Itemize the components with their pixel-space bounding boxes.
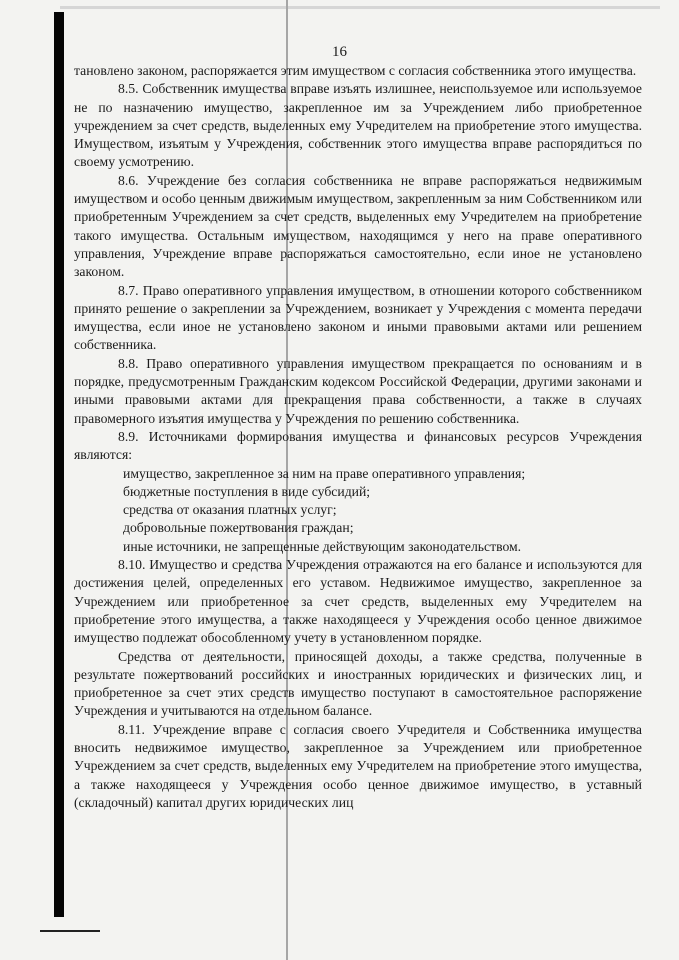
paragraph-8-5: 8.5. Собственник имущества вправе изъять излишнее, неиспользуемое или используемое не по назначению имущество, закрепленное им за Учреждением либо приобретенное учреждением за счет средств, выделенных ему Учредителем на приобретение этого имущества. Имуществом, изъятым у Учреждения, собственник этого имущества вправе распорядиться по своему усмотрению. bbox=[74, 81, 642, 170]
list-item: имущество, закрепленное за ним на праве оперативного управления; bbox=[123, 465, 526, 481]
scan-corner-mark bbox=[40, 930, 100, 932]
paragraph-income-funds: Средства от деятельности, приносящей доходы, а также средства, полученные в результате пожертвований российских и иностранных юридических и физических лиц, и приобретенное за счет этих средств имущество поступают в самостоятельное распоряжение Учреждения и учитываются на отдельном балансе. bbox=[74, 648, 642, 719]
list-item: иные источники, не запрещенные действующим законодательством. bbox=[123, 538, 522, 554]
scan-top-edge bbox=[60, 6, 660, 9]
paragraph-continuation: тановлено законом, распоряжается этим имуществом с согласия собственника этого имущества. bbox=[74, 63, 637, 78]
paragraph-8-10: 8.10. Имущество и средства Учреждения отражаются на его балансе и используются для достижения целей, определенных его уставом. Недвижимое имущество, закрепленное за Учреждением или приобретенное за счет средств, выделенных ему Учредителем на приобретение этого имущества, а также находящееся у Учреждения особо ценное движимое имущество подлежат обособленному учету в установленном порядке. bbox=[74, 557, 642, 646]
list-item: средства от оказания платных услуг; bbox=[123, 502, 337, 518]
document-body bbox=[74, 62, 642, 812]
paragraph-8-7: 8.7. Право оперативного управления имуществом, в отношении которого собственником принято решение о закреплении за Учреждением, возникает у Учреждения с момента передачи имущества, если иное не установлено законом и иными правовыми актами или решением собственника. bbox=[74, 282, 642, 353]
scan-binding-shadow bbox=[54, 12, 64, 917]
paragraph-8-6: 8.6. Учреждение без согласия собственника не вправе распоряжаться недвижимым имуществом и особо ценным движимым имуществом, закрепленным за ним Собственником или приобретенным Учреждением за счет средств, выделенных ему Учредителем на приобретение такого имущества. Остальным имуществом, находящимся у него на праве оперативного управления, Учреждение вправе распоряжаться самостоятельно, если иное не установлено законом. bbox=[74, 172, 642, 280]
list-item: добровольные пожертвования граждан; bbox=[123, 520, 354, 536]
list-item: бюджетные поступления в виде субсидий; bbox=[123, 483, 371, 499]
paragraph-8-11: 8.11. Учреждение вправе с согласия своего Учредителя и Собственника имущества вносить недвижимое имущество, закрепленное за Учреждением или приобретенное Учреждением за счет средств, выделенных ему Учредителем на приобретение этого имущества, а также находящееся у Учреждения особо ценное движимое имущество, в уставный (складочный) капитал других юридических лиц bbox=[74, 721, 642, 810]
paragraph-8-9: 8.9. Источниками формирования имущества и финансовых ресурсов Учреждения являются: bbox=[74, 428, 642, 463]
paragraph-8-8: 8.8. Право оперативного управления имуществом прекращается по основаниям и в порядке, предусмотренным Гражданским кодексом Российской Федерации, другими законами и иными правовыми актами для прекращения права собственности, а также в случаях правомерного изъятия имущества у Учреждения по решению собственника. bbox=[74, 355, 642, 426]
page-number: 16 bbox=[332, 44, 347, 60]
funding-sources-list bbox=[74, 465, 642, 556]
